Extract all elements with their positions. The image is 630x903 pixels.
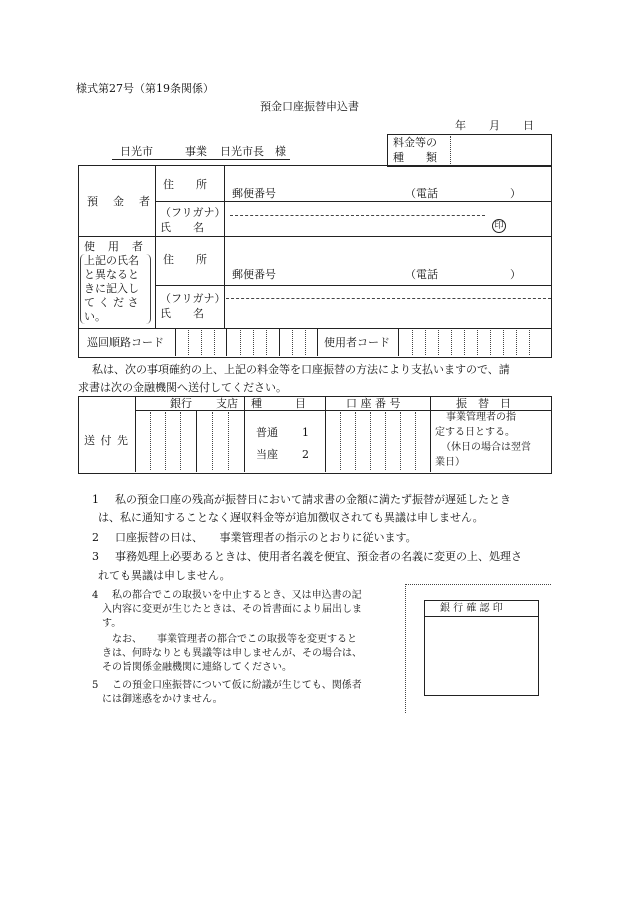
type-ordinary-number: 1 (302, 426, 309, 439)
send-to-label: 送 付 先 (84, 434, 129, 447)
row-divider-dep-name (155, 201, 551, 202)
bank-code-cell[interactable] (180, 412, 181, 470)
account-cell[interactable] (355, 412, 356, 470)
user-address-label: 住 所 (163, 253, 207, 266)
route-code-cell[interactable] (253, 330, 254, 355)
bank-col-divider (244, 396, 245, 472)
form-label: 様式第27号（第19条関係） (76, 82, 214, 95)
type-checking[interactable]: 当座 (256, 448, 278, 461)
user-code-cell[interactable] (451, 330, 452, 355)
term-line: 事務処理上必要あるときは、使用者名義を便宜、預金者の名義に変更の上、処理さ (115, 550, 522, 563)
route-code-cell[interactable] (240, 330, 241, 355)
user-code-divider (398, 328, 399, 356)
date-year: 年 (455, 119, 466, 132)
term-line: は、私に通知することなく遅収料金等が追加徴収されても異議は申しません。 (98, 511, 484, 524)
user-code-cell[interactable] (529, 330, 530, 355)
term-line: この預金口座振替について仮に紛議が生じても、関係者 (112, 680, 362, 691)
branch-code-cell[interactable] (212, 412, 213, 470)
user-furigana-label: （フリガナ） (160, 292, 226, 305)
user-phone-open[interactable]: （電話 (405, 268, 438, 281)
account-header: 口 座 番 号 (346, 397, 401, 410)
request-text-line: 求書は次の金融機関へ送付してください。 (78, 381, 287, 394)
user-code-cell[interactable] (464, 330, 465, 355)
date-month: 月 (489, 119, 500, 132)
transfer-note-line: 定する日とする。 (435, 427, 515, 438)
type-header: 種 目 (251, 397, 306, 410)
term-line: れても異議は申しません。 (98, 569, 231, 582)
addressee-city: 日光市 (120, 145, 153, 158)
col-divider-1 (155, 165, 156, 328)
term-line: には御迷惑をかけません。 (102, 694, 223, 705)
row-divider-route (78, 328, 551, 329)
fee-type-label-2: 種 類 (393, 151, 437, 164)
user-code-cell[interactable] (438, 330, 439, 355)
account-cell[interactable] (415, 412, 416, 470)
user-code-label: 使用者コード (324, 336, 390, 349)
depositor-phone-close: ） (510, 187, 521, 200)
term-line: 口座振替の日は、 事業管理者の指示のとおりに従います。 (115, 531, 417, 544)
bank-col-divider (135, 396, 136, 472)
depositor-name-label: 氏 名 (160, 221, 204, 234)
bank-col-divider (325, 396, 326, 472)
term-line: きは、何時なりとも異議等は申しませんが、その場合は、 (102, 648, 362, 659)
term-number: 1 (92, 493, 99, 506)
seal-icon: 印 (492, 219, 506, 233)
depositor-label: 預 金 者 (87, 195, 152, 208)
bank-col-divider (430, 396, 431, 472)
user-furigana-line[interactable] (226, 298, 551, 299)
term-number: 2 (92, 531, 99, 544)
branch-divider (196, 410, 197, 472)
bank-confirm-label: 銀 行 確 認 印 (440, 603, 503, 614)
user-phone-close: ） (510, 268, 521, 281)
addressee-mayor: 日光市長 様 (220, 145, 286, 158)
depositor-furigana-line[interactable] (230, 215, 485, 216)
term-line: 私の都合でこの取扱いを中止するとき、又は申込書の記 (112, 590, 362, 601)
addressee-business: 事業 (185, 145, 207, 158)
user-name-label: 氏 名 (160, 307, 204, 320)
user-note-line: と異なると (84, 268, 139, 281)
term-number: 3 (92, 550, 99, 563)
user-code-cell[interactable] (477, 330, 478, 355)
user-code-cell[interactable] (490, 330, 491, 355)
fee-type-label-1: 料金等の (393, 136, 437, 149)
route-code-label: 巡回順路コード (87, 336, 164, 349)
depositor-postal[interactable]: 郵便番号 (232, 187, 276, 200)
request-text-line: 私は、次の事項確約の上、上記の料金等を口座振替の方法により支払いますので、請 (92, 363, 510, 376)
term-line: す。 (102, 618, 122, 629)
route-code-cell[interactable] (266, 330, 267, 355)
route-code-divider (279, 328, 280, 356)
term-line: その旨関係金融機関に連絡してください。 (102, 662, 292, 673)
transfer-note-line: （休日の場合は翌営 (441, 442, 531, 453)
row-divider-user-name (155, 285, 551, 286)
user-note-line: きに記入し (84, 282, 139, 295)
type-ordinary[interactable]: 普通 (256, 426, 278, 439)
account-cell[interactable] (370, 412, 371, 470)
term-number: 4 (92, 590, 99, 601)
user-code-cell[interactable] (412, 330, 413, 355)
user-code-cell[interactable] (503, 330, 504, 355)
term-line: なお、 事業管理者の都合でこの取扱等を変更すると (102, 634, 357, 645)
transfer-note-line: 業日） (435, 457, 465, 468)
route-code-cell[interactable] (201, 330, 202, 355)
account-cell[interactable] (385, 412, 386, 470)
user-code-cell[interactable] (516, 330, 517, 355)
form-title: 預金口座振替申込書 (260, 100, 359, 113)
depositor-furigana-label: （フリガナ） (160, 206, 226, 219)
account-cell[interactable] (340, 412, 341, 470)
transfer-day-header: 振 替 日 (456, 397, 511, 410)
transfer-note-line: 事業管理者の指 (446, 412, 516, 423)
bank-header: 銀行 (170, 397, 192, 410)
branch-header: 支店 (216, 397, 238, 410)
type-checking-number: 2 (302, 448, 309, 461)
user-note-line: て く だ さ (84, 296, 139, 309)
user-label: 使 用 者 (84, 240, 144, 253)
branch-code-cell[interactable] (228, 412, 229, 470)
depositor-address-label: 住 所 (163, 178, 207, 191)
term-line: 入内容に変更が生じたときは、その旨書面により届出しま (102, 604, 362, 615)
user-code-cell[interactable] (425, 330, 426, 355)
bank-code-cell[interactable] (150, 412, 151, 470)
account-cell[interactable] (400, 412, 401, 470)
user-note-line: 上記の氏名 (84, 254, 139, 267)
route-code-cell[interactable] (292, 330, 293, 355)
route-code-divider (226, 328, 227, 356)
route-code-cell[interactable] (214, 330, 215, 355)
depositor-phone-open[interactable]: （電話 (405, 187, 438, 200)
bank-header-divider (135, 410, 551, 411)
user-code-divider (317, 328, 318, 356)
bank-confirm-divider (424, 616, 538, 617)
bank-code-cell[interactable] (165, 412, 166, 470)
term-number: 5 (92, 680, 99, 691)
route-code-cell[interactable] (305, 330, 306, 355)
date-day: 日 (523, 119, 534, 132)
row-divider-user (78, 236, 551, 237)
term-line: 私の預金口座の残高が振替日において請求書の金額に満たず振替が遅延したとき (115, 493, 511, 506)
user-note-line: い。 (84, 310, 106, 323)
fee-type-divider (450, 136, 451, 164)
addressee-underline (112, 159, 290, 160)
route-code-divider (175, 328, 176, 356)
user-postal[interactable]: 郵便番号 (232, 268, 276, 281)
route-code-cell[interactable] (188, 330, 189, 355)
